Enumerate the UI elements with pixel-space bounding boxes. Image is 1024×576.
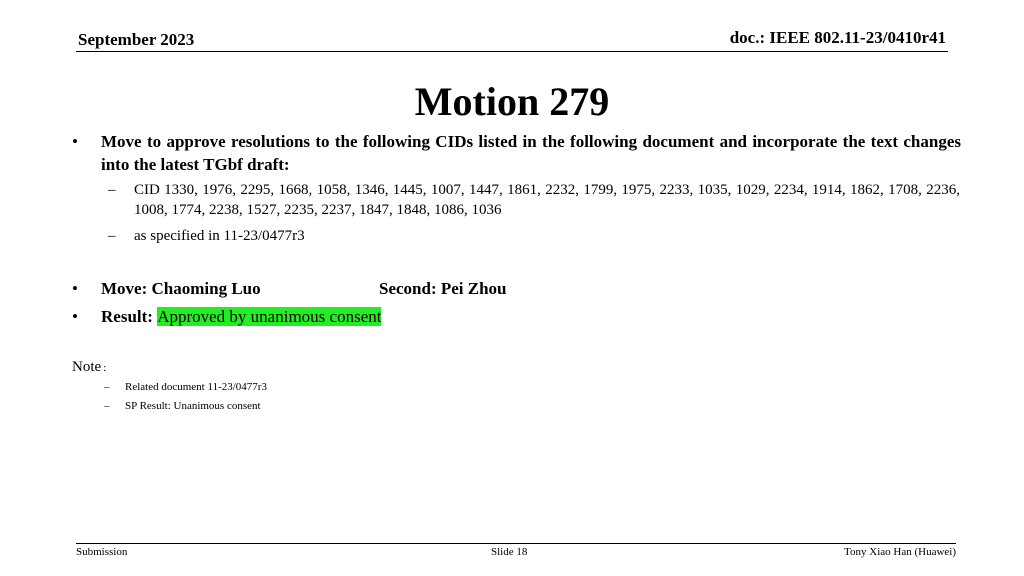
note-item-dash: – xyxy=(104,400,110,412)
main-bullet-text: Move to approve resolutions to the following CIDs listed in the following document and incorporate the text changes into the latest TGbf draft: xyxy=(101,132,961,174)
footer-submission: Submission xyxy=(76,546,128,558)
bullet-dot: • xyxy=(72,307,78,326)
header-date: September 2023 xyxy=(78,30,195,49)
note-item-text: SP Result: Unanimous consent xyxy=(125,400,261,412)
move-by: Move: Chaoming Luo xyxy=(101,279,261,298)
note-colon: : xyxy=(103,362,107,374)
sub-item-dash: – xyxy=(108,182,116,198)
sub-item-dash: – xyxy=(108,228,116,244)
note-item xyxy=(104,381,354,395)
note-item xyxy=(104,400,354,414)
footer-author: Tony Xiao Han (Huawei) xyxy=(844,546,956,558)
sub-item-spec xyxy=(108,226,960,246)
result-value: Approved by unanimous consent xyxy=(157,307,382,326)
note-item-dash: – xyxy=(104,381,110,393)
footer-slide-number: Slide 18 xyxy=(491,546,528,558)
note-label: Note xyxy=(72,359,102,375)
note-heading xyxy=(72,359,106,376)
sub-item-text: CID 1330, 1976, 2295, 1668, 1058, 1346, 1445, 1007, 1447, 1861, 2232, 1799, 1975, 2233, 1035, 1029, 2234, 1914, 1862, 1708, 2236, 1008, 1774, 2238, 1527, 2235, 2237, 1847, 1848, 1086, 1036 xyxy=(134,182,960,218)
result-line xyxy=(72,307,592,329)
main-bullet xyxy=(72,130,962,176)
slide-title: Motion 279 xyxy=(414,79,610,124)
bullet-dot: • xyxy=(72,279,78,298)
header-doc-id: doc.: IEEE 802.11-23/0410r41 xyxy=(729,28,946,47)
bullet-dot: • xyxy=(72,132,78,151)
second-by: Second: Pei Zhou xyxy=(379,279,507,298)
sub-item-cids xyxy=(108,180,960,220)
move-line xyxy=(72,279,592,301)
result-label: Result: xyxy=(101,307,153,326)
note-item-text: Related document 11-23/0477r3 xyxy=(125,381,267,393)
footer-divider xyxy=(76,543,956,544)
sub-item-text: as specified in 11-23/0477r3 xyxy=(134,228,305,244)
header-divider xyxy=(76,51,948,52)
